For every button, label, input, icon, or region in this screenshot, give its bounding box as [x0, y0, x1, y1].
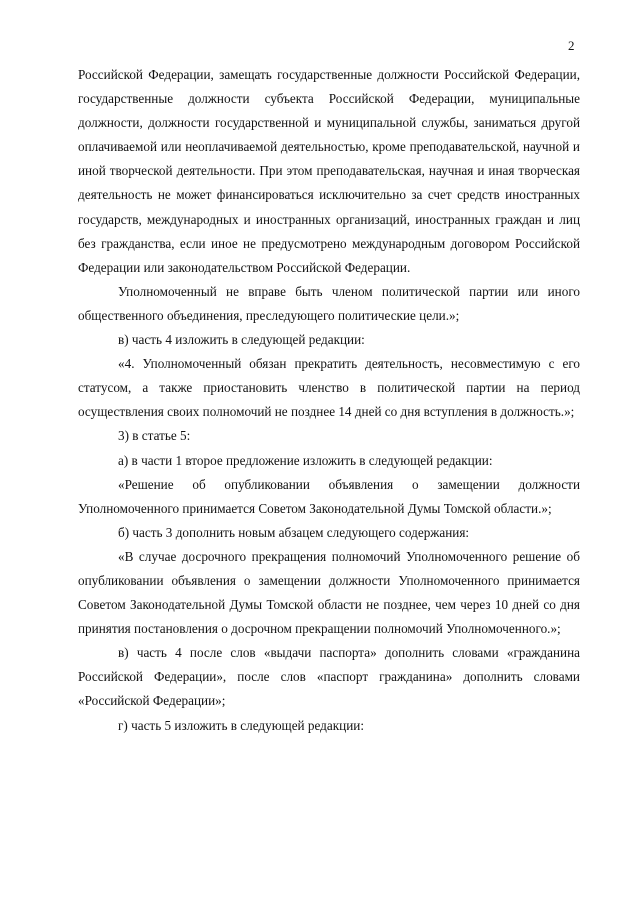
paragraph-part4-edit: в) часть 4 изложить в следующей редакции:	[118, 332, 365, 348]
paragraph-part5-edit: г) часть 5 изложить в следующей редакции:	[118, 717, 364, 733]
paragraph-part3-edit: б) часть 3 дополнить новым абзацем следующего содержания:	[118, 524, 470, 540]
paragraph-part1-text: «Решение об опубликовании объявления о замещении должности Уполномоченного принимается Советом Законодательной Думы Томской области.»;	[78, 476, 580, 516]
paragraph-party-membership: Уполномоченный не вправе быть членом политической партии или иного общественного объединения, преследующего политические цели.»;	[78, 283, 580, 323]
paragraph-part4-text: «4. Уполномоченный обязан прекратить деятельность, несовместимую с его статусом, а также приостановить членство в политической партии на период осуществления своих полномочий не позднее 14 дней со дня вступления в должность.»;	[78, 356, 580, 420]
paragraph-part4-addition: в) часть 4 после слов «выдачи паспорта» дополнить словами «гражданина Российской Федерации», после слов «паспорт гражданина» дополнить словами «Российской Федерации»;	[78, 645, 580, 709]
paragraph-part3-text: «В случае досрочного прекращения полномочий Уполномоченного решение об опубликовании объявления о замещении должности Уполномоченного принимается Советом Законодательной Думы Томской области не позднее, чем через 10 дней со дня принятия постановления о досрочном прекращении полномочий Уполномоченного.»;	[78, 548, 580, 637]
paragraph-article5: 3) в статье 5:	[118, 428, 191, 444]
paragraph-continuation: Российской Федерации, замещать государственные должности Российской Федерации, государственные должности субъекта Российской Федерации, муниципальные должности, должности государственной и муниципальной службы, заниматься другой оплачиваемой или неоплачиваемой деятельностью, кроме преподавательской, научной и иной творческой деятельности. При этом преподавательская, научная и иная творческая деятельность не может финансироваться исключительно за счет средств иностранных государств, международных и иностранных организаций, иностранных граждан и лиц без гражданства, если иное не предусмотрено международным договором Российской Федерации или законодательством Российской Федерации.	[78, 67, 580, 275]
paragraph-part1-edit: а) в части 1 второе предложение изложить в следующей редакции:	[118, 452, 493, 468]
page-number: 2	[568, 38, 575, 53]
document-body	[78, 63, 580, 738]
